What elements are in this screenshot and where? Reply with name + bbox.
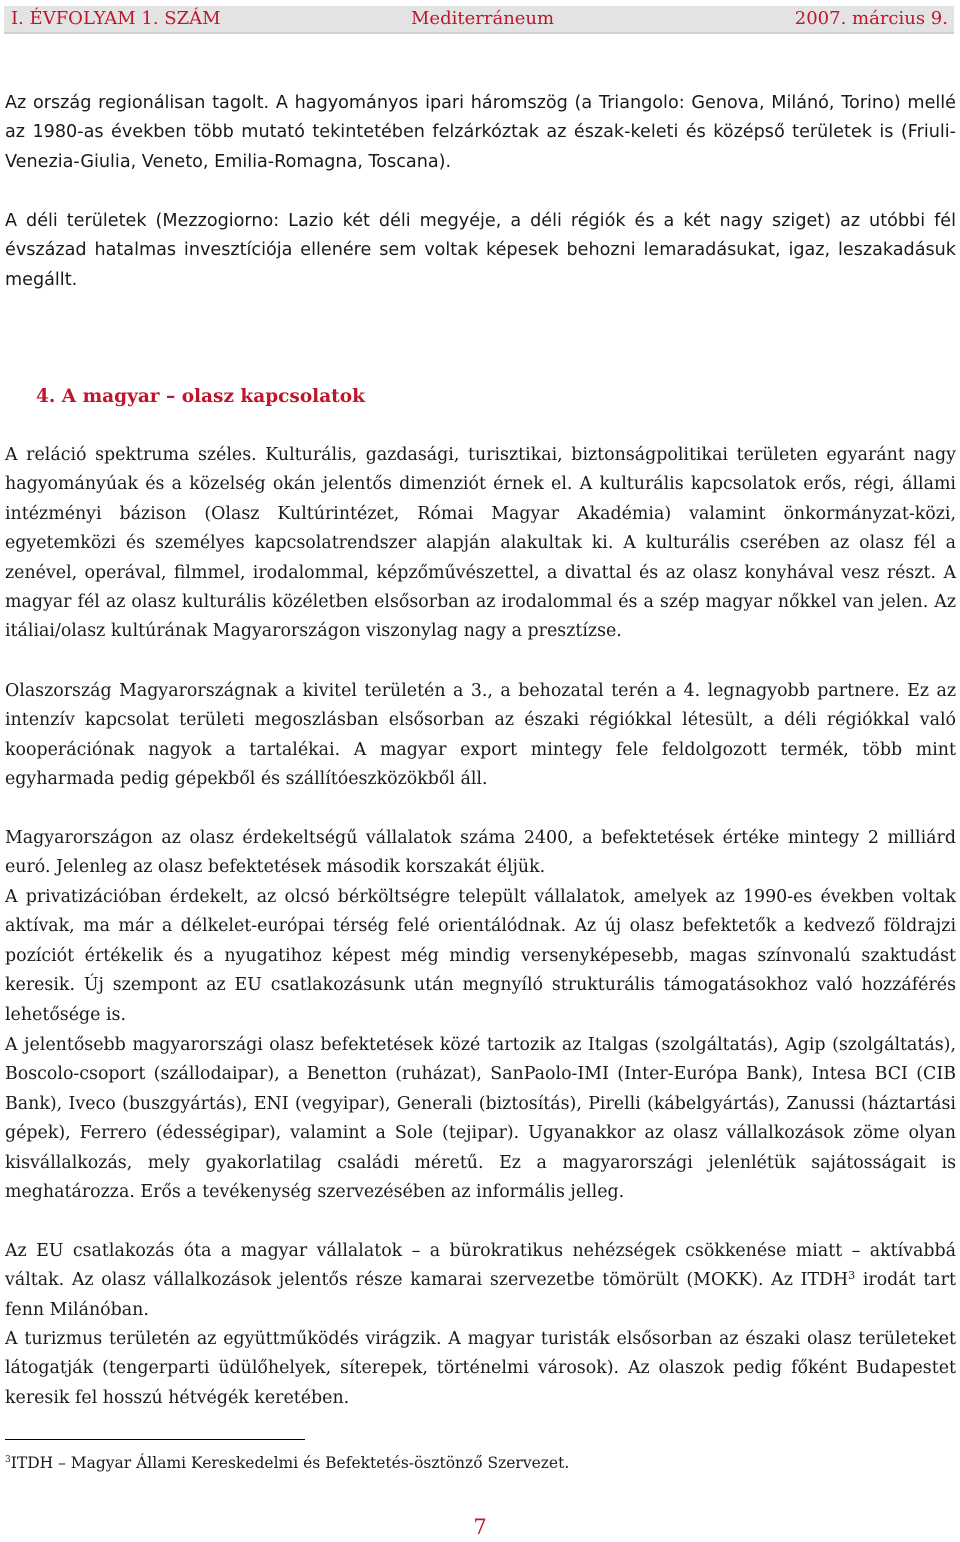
header-issue: I. ÉVFOLYAM 1. SZÁM (11, 8, 221, 29)
footnote-separator (5, 1439, 305, 1440)
body-paragraph-2: Olaszország Magyarországnak a kivitel területén a 3., a behozatal terén a 4. legnagyobb partnere. Ez az intenzív kapcsolat területi megoszlásban elsősorban az északi régiókkal létesült, a déli régiókkal való kooperációnak nagyok a tartalékai. A magyar export mintegy fele feldolgozott termék, több mint egyharmada pedig gépekből és szállítóeszközökből áll. (5, 681, 956, 790)
body-paragraph-6 (5, 1237, 956, 1325)
footnote-marker: 3 (5, 1455, 11, 1465)
paragraph-6-text-end: irodát tart fenn Milánóban. (5, 1270, 956, 1320)
header-date: 2007. március 9. (794, 8, 948, 29)
footnote (5, 1452, 569, 1474)
body-paragraph-7: A turizmus területén az együttműködés virágzik. A magyar turisták elsősorban az északi olasz területeket látogatják (tengerparti üdülőhelyek, síterepek, történelmi városok). Az olaszok pedig főként Budapestet keresik fel hosszú hétvégék keretében. (5, 1329, 956, 1408)
footnote-text: ITDH – Magyar Állami Kereskedelmi és Befektetés-ösztönző Szervezet. (10, 1454, 570, 1472)
footnote-reference[interactable]: 3 (848, 1269, 856, 1283)
body-paragraph-3: Magyarországon az olasz érdekeltségű vállalatok száma 2400, a befektetések értéke mintegy 2 milliárd euró. Jelenleg az olasz befektetések második korszakát éljük. (5, 828, 956, 878)
body-paragraph-4: A privatizációban érdekelt, az olcsó bérköltségre települt vállalatok, amelyek az 1990-es években voltak aktívak, ma már a délkelet-európai térség felé orientálódnak. Az új olasz befektetők a kedvező földrajzi pozíciót értékelik és a nyugatihoz képest még mindig versenyképesebb, magas színvonalú szaktudást keresik. Új szempont az EU csatlakozásunk után megnyíló strukturális támogatásokhoz való hozzáférés lehetősége is. (5, 887, 956, 1025)
page-number: 7 (473, 1515, 487, 1539)
paragraph-6-text-start: Az EU csatlakozás óta a magyar vállalatok – a bürokratikus nehézségek csökkenése miatt – aktívabbá váltak. Az olasz vállalkozások jelentős része kamarai szervezetbe tömörült (MOKK). Az ITDH (5, 1241, 956, 1291)
page-header-bar (4, 6, 954, 34)
section-number: 4. (36, 386, 56, 407)
body-paragraph-1: A reláció spektruma széles. Kulturális, gazdasági, turisztikai, biztonságpolitikai területen egyaránt nagy hagyományúak és a közelség okán jelentős dimenziót érnek el. A kulturális kapcsolatok erős, régi, állami intézményi bázison (Olasz Kultúrintézet, Római Magyar Akadémia) valamint önkormányzat-közi, egyetemközi és személyes kapcsolatrendszer alapján alakultak ki. A kulturális cserében az olasz fél a zenével, operával, filmmel, irodalommal, képzőművészettel, a divattal és az olasz konyhával vesz részt. A magyar fél az olasz kulturális közéletben elsősorban az irodalommal és a szép magyar nőkkel van jelen. Az itáliai/olasz kultúrának Magyarországon viszonylag nagy a presztízse. (5, 445, 956, 642)
body-paragraph-5: A jelentősebb magyarországi olasz befektetések közé tartozik az Italgas (szolgáltatás), Agip (szolgáltatás), Boscolo-csoport (szállodaipar), a Benetton (ruházat), SanPaolo-IMI (Inter-Európa Bank), Intesa BCI (CIB Bank), Iveco (buszgyártás), ENI (vegyipar), Generali (biztosítás), Pirelli (kábelgyártás), Zanussi (háztartási gépek), Ferrero (édességipar), valamint a Sole (tejipar). Ugyanakkor az olasz vállalkozások zöme olyan kisvállalkozás, mely gyakorlatilag családi méretű. Ez a magyarországi jelenlétük sajátosságait is meghatározza. Erős a tevékenység szervezésében az informális jelleg. (5, 1035, 956, 1203)
intro-paragraph-2: A déli területek (Mezzogiorno: Lazio két déli megyéje, a déli régiók és a két nagy sziget) az utóbbi fél évszázad hatalmas invesztíciója ellenére sem voltak képesek behozni lemaradásukat, igaz, leszakadásuk megállt. (5, 211, 956, 290)
header-publication-title: Mediterráneum (411, 8, 555, 29)
section-heading (36, 386, 365, 407)
section-title: A magyar – olasz kapcsolatok (61, 386, 365, 407)
intro-paragraph-1: Az ország regionálisan tagolt. A hagyományos ipari háromszög (a Triangolo: Genova, Milánó, Torino) mellé az 1980-as években több mutató tekintetében felzárkóztak az észak-keleti és középső területek is (Friuli-Venezia-Giulia, Veneto, Emilia-Romagna, Toscana). (5, 93, 956, 172)
